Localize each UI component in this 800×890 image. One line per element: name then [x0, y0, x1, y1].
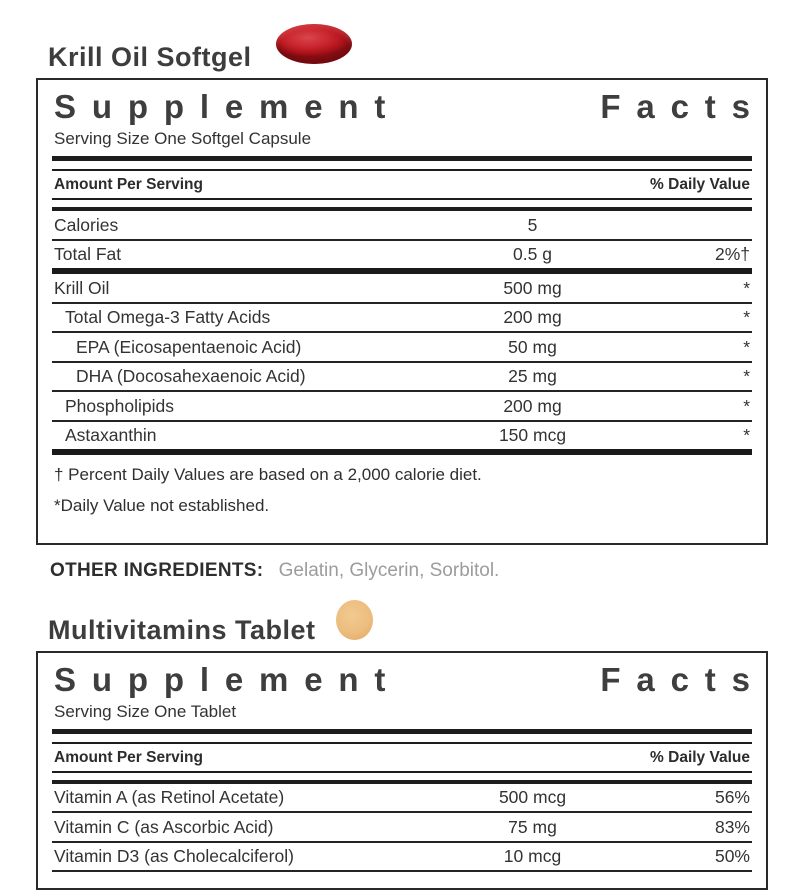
table-row [52, 363, 752, 393]
nutrient-table [52, 211, 752, 455]
nutrient-amount: 0.5 g [450, 244, 615, 265]
nutrient-amount: 75 mg [450, 817, 615, 838]
nutrient-name: Total Omega-3 Fatty Acids [54, 307, 450, 328]
nutrient-name: Vitamin A (as Retinol Acetate) [54, 787, 450, 808]
nutrient-table [52, 784, 752, 873]
nutrient-amount: 500 mg [450, 278, 615, 299]
nutrient-amount: 150 mcg [450, 425, 615, 446]
panel-title-word2: Facts [600, 88, 765, 126]
footnotes [52, 455, 752, 543]
section-title-multivitamins: Multivitamins Tablet [48, 616, 316, 646]
nutrient-name: EPA (Eicosapentaenoic Acid) [54, 337, 450, 358]
other-ingredients-value: Gelatin, Glycerin, Sorbitol. [279, 560, 500, 581]
thick-rule [52, 729, 752, 744]
nutrient-name: Astaxanthin [54, 425, 450, 446]
other-ingredients-line [50, 560, 768, 582]
nutrient-daily-value: * [615, 337, 750, 358]
section-multivitamins-header [48, 600, 768, 646]
nutrient-name: Phospholipids [54, 396, 450, 417]
nutrient-name: Vitamin C (as Ascorbic Acid) [54, 817, 450, 838]
thick-rule [52, 771, 752, 784]
nutrient-amount: 500 mcg [450, 787, 615, 808]
supplement-facts-panel-multivitamins [36, 651, 768, 890]
column-header-amount: Amount Per Serving [54, 749, 203, 767]
table-row [52, 304, 752, 334]
table-header-row [52, 744, 752, 771]
table-row [52, 843, 752, 873]
nutrient-daily-value: * [615, 366, 750, 387]
table-row [52, 813, 752, 843]
table-row [52, 784, 752, 814]
table-row [52, 274, 752, 304]
nutrient-amount: 25 mg [450, 366, 615, 387]
panel-title-word1: Supplement [54, 661, 401, 699]
thick-rule [52, 156, 752, 171]
nutrient-daily-value: * [615, 278, 750, 299]
table-row [52, 333, 752, 363]
table-row [52, 422, 752, 456]
table-row [52, 392, 752, 422]
nutrient-daily-value: 50% [615, 846, 750, 867]
serving-size-text: Serving Size One Tablet [52, 701, 752, 729]
nutrient-daily-value: * [615, 307, 750, 328]
nutrient-name: Vitamin D3 (as Cholecalciferol) [54, 846, 450, 867]
nutrient-amount: 200 mg [450, 396, 615, 417]
supplement-facts-panel-krill-oil [36, 78, 768, 545]
nutrient-amount: 200 mg [450, 307, 615, 328]
serving-size-text: Serving Size One Softgel Capsule [52, 128, 752, 156]
tablet-icon [336, 600, 373, 640]
nutrient-amount: 50 mg [450, 337, 615, 358]
table-row [52, 211, 752, 241]
nutrient-name: Calories [54, 215, 450, 236]
nutrient-amount: 5 [450, 215, 615, 236]
nutrient-name: Krill Oil [54, 278, 450, 299]
panel-title-word2: Facts [600, 661, 765, 699]
table-row [52, 241, 752, 275]
footnote-not-established: *Daily Value not established. [54, 495, 750, 516]
column-header-daily-value: % Daily Value [650, 749, 750, 767]
panel-title [52, 657, 752, 701]
nutrient-daily-value: * [615, 396, 750, 417]
other-ingredients-label: OTHER INGREDIENTS: [50, 560, 263, 581]
nutrient-daily-value: 83% [615, 817, 750, 838]
nutrient-name: Total Fat [54, 244, 450, 265]
section-title-krill-oil: Krill Oil Softgel [48, 43, 252, 73]
softgel-capsule-icon [276, 24, 352, 64]
nutrient-daily-value: 2%† [615, 244, 750, 265]
footnote-daily-values: † Percent Daily Values are based on a 2,000 calorie diet. [54, 464, 750, 485]
section-krill-oil-header [48, 24, 768, 73]
panel-title [52, 84, 752, 128]
nutrient-daily-value: 56% [615, 787, 750, 808]
thick-rule [52, 198, 752, 211]
nutrient-name: DHA (Docosahexaenoic Acid) [54, 366, 450, 387]
nutrient-amount: 10 mcg [450, 846, 615, 867]
panel-title-word1: Supplement [54, 88, 401, 126]
table-header-row [52, 171, 752, 198]
column-header-amount: Amount Per Serving [54, 176, 203, 194]
nutrient-daily-value: * [615, 425, 750, 446]
column-header-daily-value: % Daily Value [650, 176, 750, 194]
